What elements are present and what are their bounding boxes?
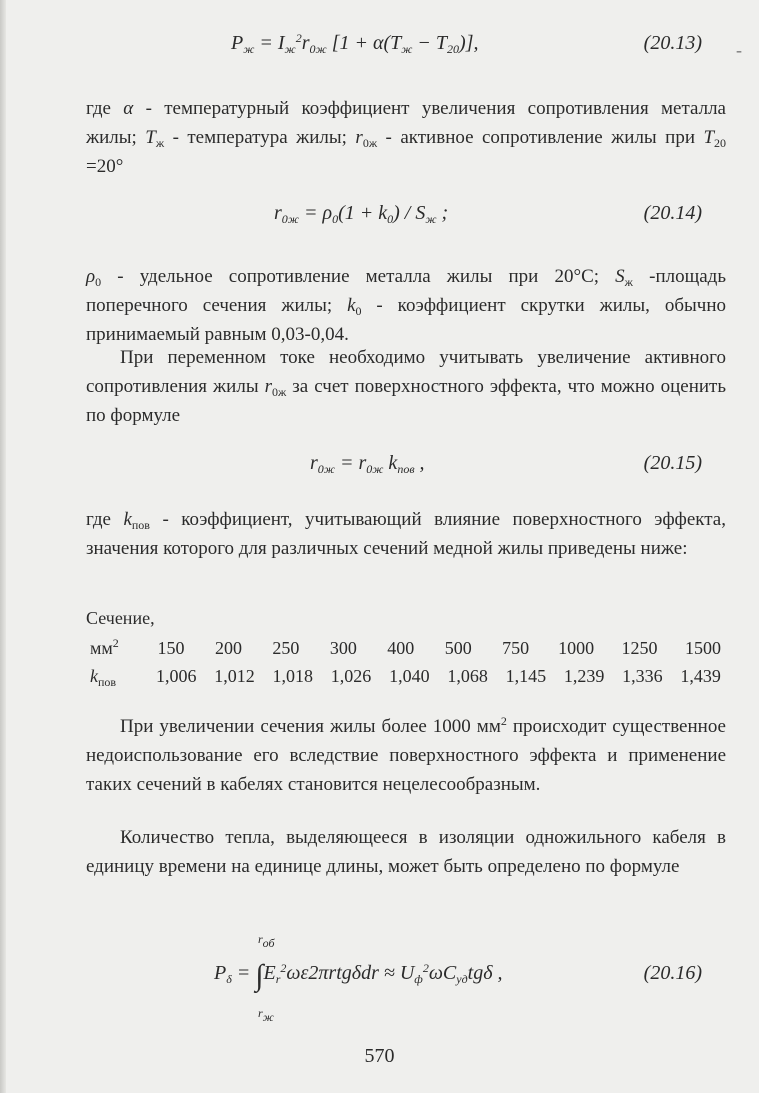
table-row-section — [86, 638, 726, 664]
row-values-kpov — [156, 666, 721, 687]
table-cell: 1250 — [621, 638, 658, 658]
table-header: Сечение, — [86, 608, 155, 628]
equation-20-15 — [86, 446, 726, 480]
table-cell: 300 — [329, 638, 357, 658]
page-spine-shadow — [0, 0, 6, 1093]
equation-20-14-number: (20.14) — [643, 202, 702, 224]
table-cell: 400 — [387, 638, 415, 658]
equation-20-15-expression: $r_{0ж} = r_{0ж}$ $k_{пов}$ , — [310, 452, 425, 476]
paragraph-6: Количество тепла, выделяющееся в изоляции одножильного кабеля в единицу времени на единице длины, может быть определено по формуле — [86, 827, 726, 877]
table-cell: 750 — [502, 638, 530, 658]
table-cell: 1000 — [558, 638, 595, 658]
table-cell: 1,068 — [447, 666, 488, 686]
integral-sign: ∫ — [255, 959, 264, 992]
table-cell: 200 — [214, 638, 242, 658]
integral-lower-limit: $r_ж$ — [258, 1006, 274, 1024]
row-label-kpov: $k_{пов}$ — [90, 666, 117, 689]
integral-upper-limit: $r_{об}$ — [258, 932, 275, 950]
equation-20-16-number: (20.16) — [643, 962, 702, 984]
equation-20-14-expression: $r_{0ж} = \rho_0(1 + k_0) / S_ж$ ; — [274, 202, 449, 226]
table-cell: 150 — [157, 638, 185, 658]
table-cell: 1500 — [684, 638, 721, 658]
table-cell: 1,006 — [156, 666, 197, 686]
table-cell: 1,239 — [563, 666, 605, 686]
paragraph-4: где $k_{пов}$ - коэффициент, учитывающий влияние поверхностного эффекта, значения которого для различных сечений медной жилы приведены ниже: — [86, 509, 726, 559]
table-cell: 1,012 — [214, 666, 255, 686]
table-cell: 1,439 — [680, 666, 721, 686]
table-cell: 1,018 — [272, 666, 314, 686]
margin-mark: - — [736, 40, 742, 60]
paragraph-1: где α - температурный коэффициент увеличения сопротивления металла жилы; $T_ж$ - температура жилы; $r_{0ж}$ - активное сопротивление жилы при $T_{20} =20^\circ$ — [86, 98, 727, 177]
equation-20-13 — [86, 26, 726, 60]
table-cell: 1,145 — [505, 666, 547, 686]
table-cell: 1,336 — [622, 666, 663, 686]
page-number: 570 — [364, 1045, 395, 1067]
equation-20-13-number: (20.13) — [643, 32, 702, 54]
table-cell: 500 — [444, 638, 472, 658]
table-cell: 1,026 — [330, 666, 372, 686]
equation-20-16 — [86, 932, 726, 1024]
table-cell: 1,040 — [389, 666, 430, 686]
table-row-kpov — [86, 666, 726, 692]
row-label-mm2: $мм^2$ — [90, 636, 119, 658]
table-cell: 250 — [272, 638, 300, 658]
row-values-section — [156, 638, 721, 659]
equation-20-15-number: (20.15) — [643, 452, 702, 474]
paragraph-3: При переменном токе необходимо учитывать увеличение активного сопротивления жилы $r_{0ж}$ за счет поверхностного эффекта, что можно оценить по формуле — [86, 347, 727, 426]
equation-20-16-expression: $P_\delta = \int E_r^2\omega\varepsilon 2\pi rtg\delta dr \approx U_ф^2\omega C_{уд}tg\delta$ , — [214, 959, 503, 992]
paragraph-5: При увеличении сечения жилы более 1000 $мм^2$ происходит существенное недоиспользование его вследствие поверхностного эффекта и применение таких сечений в кабелях становится нецелесообразным. — [86, 714, 726, 795]
paragraph-2: $\rho_0$ - удельное сопротивление металла жилы при 20°С; $S_ж$ -площадь поперечного сечения жилы; $k_0$ - коэффициент скрутки жилы, обычно принимаемый равным 0,03-0,04. — [86, 266, 726, 345]
equation-20-14 — [86, 196, 726, 230]
equation-20-13-expression: $P_ж = I_ж^2r_{0ж}$ $[1 + \alpha(T_ж - T_{20})]$, — [231, 31, 479, 56]
